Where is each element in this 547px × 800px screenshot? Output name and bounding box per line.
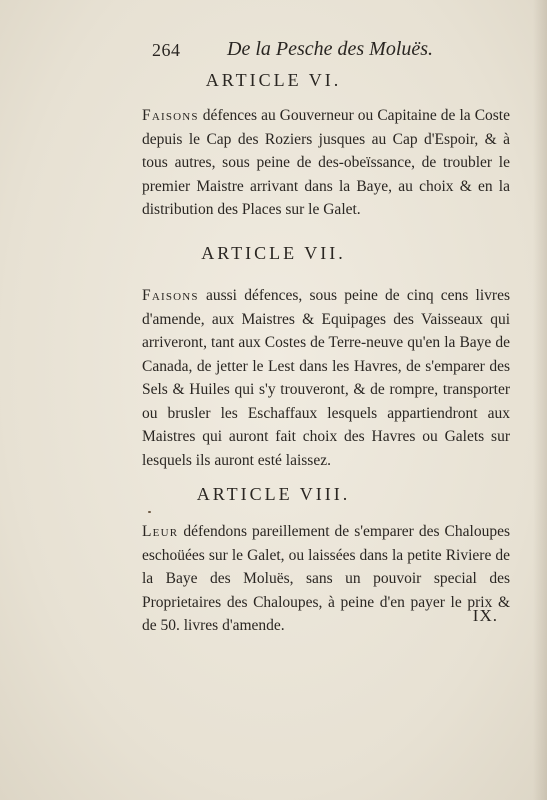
article-8-heading: ARTICLE VIII. [196, 484, 351, 504]
article-6-heading: ARTICLE VI. [205, 70, 342, 90]
running-head [152, 36, 452, 66]
article-7-body: aussi défences, sous peine de cinq cens livres d'amende, aux Maistres & Equipages des Vaisseaux qui arriveront, tant aux Costes de Terre-neuve qu'en la Baye de Canada, de jetter le Lest dans les Havres, de s'emparer des Sels & Huiles qui s'y trouveront, & de rompre, transporter ou brusler les Eschaffaux lesquels appartiendront aux Maistres qui auront fait choix des Havres ou Galets sur lesquels ils auront esté laissez. [142, 287, 510, 469]
catchword: IX. [472, 606, 498, 625]
article-7-heading: ARTICLE VII. [201, 243, 346, 263]
article-7-text [142, 284, 510, 472]
article-6-body: défences au Gouverneur ou Capitaine de la Coste depuis le Cap des Roziers jusques au Cap d'Espoir, & à tous autres, sous peine de des-obeïssance, de troubler le premier Maistre arrivant dans la Baye, au choix & en la distribution des Places sur le Galet. [142, 107, 510, 218]
page-edge-shadow [533, 0, 547, 800]
running-title: De la Pesche des Moluës. [227, 38, 434, 60]
article-8-lead: Leur [142, 523, 179, 540]
article-7-lead: Faisons [142, 287, 199, 304]
article-6-lead: Faisons [142, 107, 199, 124]
ink-speck [148, 511, 151, 513]
article-8-text [142, 520, 510, 638]
article-6-text [142, 104, 510, 222]
article-8-body: défendons pareillement de s'emparer des Chaloupes eschoüées sur le Galet, ou laissées dans la petite Riviere de la Baye des Moluës, sans un pouvoir special des Proprietaires des Chaloupes, à peine d'en payer le prix & de 50. livres d'amende. [142, 523, 510, 634]
page-number: 264 [152, 40, 181, 60]
